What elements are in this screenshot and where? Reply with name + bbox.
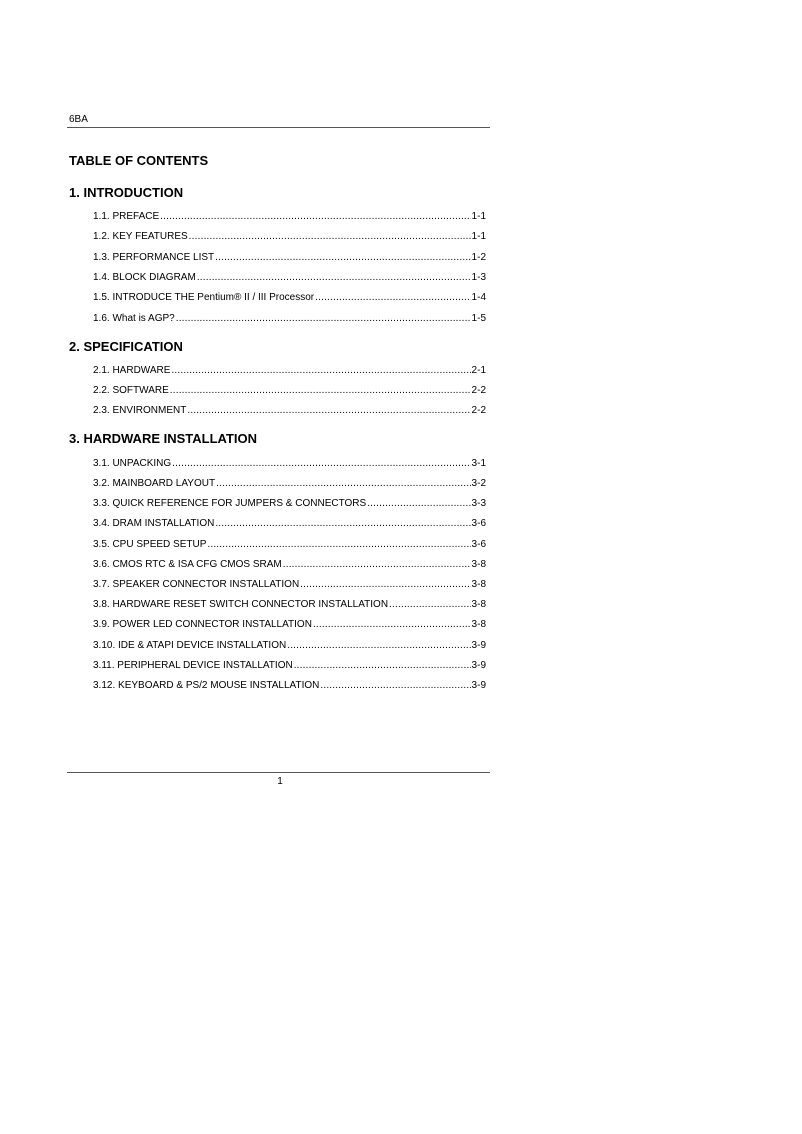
dot-leader	[160, 211, 470, 223]
footer-divider	[67, 772, 490, 773]
dot-leader	[294, 660, 471, 672]
section-heading-hardware-installation: 3. HARDWARE INSTALLATION	[69, 431, 258, 446]
toc-entry[interactable]	[93, 211, 486, 223]
toc-entry[interactable]	[93, 660, 486, 672]
toc-entry-title: 3.3. QUICK REFERENCE FOR JUMPERS & CONNECTORS	[93, 498, 367, 509]
dot-leader	[283, 559, 471, 571]
dot-leader	[176, 313, 471, 325]
toc-entry-title: 1.5. INTRODUCE THE Pentium® II / III Processor	[93, 292, 315, 303]
page-number: 1	[277, 776, 283, 787]
toc-entry-title: 1.2. KEY FEATURES	[93, 231, 188, 242]
dot-leader	[197, 272, 471, 284]
toc-entry-page: 3-6	[471, 518, 486, 529]
toc-entry-page: 3-9	[471, 680, 486, 691]
toc-entry-title: 3.6. CMOS RTC & ISA CFG CMOS SRAM	[93, 559, 282, 570]
toc-entry-title: 3.12. KEYBOARD & PS/2 MOUSE INSTALLATION	[93, 680, 320, 691]
dot-leader	[207, 539, 470, 551]
toc-entry-page: 1-2	[471, 252, 486, 263]
toc-entry[interactable]	[93, 365, 486, 377]
toc-entry-page: 1-3	[471, 272, 486, 283]
toc-entry[interactable]	[93, 539, 486, 551]
toc-entry[interactable]	[93, 272, 486, 284]
toc-entry[interactable]	[93, 680, 486, 692]
toc-entry-page: 1-5	[471, 313, 486, 324]
toc-title: TABLE OF CONTENTS	[69, 153, 209, 168]
header-model-label: 6BA	[69, 114, 88, 125]
dot-leader	[187, 405, 470, 417]
toc-entry[interactable]	[93, 478, 486, 490]
toc-entry-title: 1.6. What is AGP?	[93, 313, 175, 324]
dot-leader	[171, 365, 470, 377]
toc-entry-page: 3-8	[471, 579, 486, 590]
toc-entry-page: 3-9	[471, 640, 486, 651]
toc-entry[interactable]	[93, 518, 486, 530]
toc-entry-title: 2.3. ENVIRONMENT	[93, 405, 187, 416]
toc-entry-title: 3.5. CPU SPEED SETUP	[93, 539, 207, 550]
toc-entry-page: 2-2	[471, 405, 486, 416]
dot-leader	[189, 231, 471, 243]
dot-leader	[215, 518, 470, 530]
toc-entry-title: 2.2. SOFTWARE	[93, 385, 169, 396]
toc-entry[interactable]	[93, 599, 486, 611]
dot-leader	[216, 478, 470, 490]
toc-entry[interactable]	[93, 619, 486, 631]
toc-entry-page: 1-1	[471, 231, 486, 242]
toc-entry[interactable]	[93, 579, 486, 591]
toc-entry-title: 2.1. HARDWARE	[93, 365, 171, 376]
toc-entry-title: 3.2. MAINBOARD LAYOUT	[93, 478, 216, 489]
toc-entry-title: 3.9. POWER LED CONNECTOR INSTALLATION	[93, 619, 312, 630]
toc-entry-page: 3-6	[471, 539, 486, 550]
toc-entry[interactable]	[93, 252, 486, 264]
dot-leader	[313, 619, 471, 631]
dot-leader	[315, 292, 470, 304]
toc-entry-title: 3.1. UNPACKING	[93, 458, 172, 469]
toc-entry-page: 3-2	[471, 478, 486, 489]
toc-entry[interactable]	[93, 458, 486, 470]
toc-entry-page: 3-8	[471, 619, 486, 630]
toc-entry-page: 1-4	[471, 292, 486, 303]
dot-leader	[389, 599, 471, 611]
toc-entry[interactable]	[93, 292, 486, 304]
dot-leader	[320, 680, 470, 692]
dot-leader	[170, 385, 471, 397]
toc-entry[interactable]	[93, 640, 486, 652]
toc-entry-title: 3.4. DRAM INSTALLATION	[93, 518, 215, 529]
toc-entry-title: 3.8. HARDWARE RESET SWITCH CONNECTOR INSTALLATION	[93, 599, 389, 610]
toc-entry-page: 3-1	[471, 458, 486, 469]
dot-leader	[300, 579, 470, 591]
toc-entry-title: 1.4. BLOCK DIAGRAM	[93, 272, 196, 283]
toc-entry-page: 3-9	[471, 660, 486, 671]
toc-entry-page: 2-2	[471, 385, 486, 396]
toc-entry-title: 3.7. SPEAKER CONNECTOR INSTALLATION	[93, 579, 300, 590]
dot-leader	[215, 252, 470, 264]
toc-entry[interactable]	[93, 231, 486, 243]
dot-leader	[172, 458, 470, 470]
toc-entry-page: 2-1	[471, 365, 486, 376]
toc-entry-title: 1.1. PREFACE	[93, 211, 160, 222]
toc-entry-title: 1.3. PERFORMANCE LIST	[93, 252, 215, 263]
toc-entry-page: 1-1	[471, 211, 486, 222]
section-heading-specification: 2. SPECIFICATION	[69, 339, 183, 354]
page-header	[67, 114, 490, 128]
toc-entry-page: 3-3	[471, 498, 486, 509]
toc-entry-page: 3-8	[471, 559, 486, 570]
toc-entry[interactable]	[93, 313, 486, 325]
toc-entry[interactable]	[93, 405, 486, 417]
toc-entry[interactable]	[93, 385, 486, 397]
toc-entry[interactable]	[93, 498, 486, 510]
dot-leader	[367, 498, 470, 510]
toc-entry-page: 3-8	[471, 599, 486, 610]
toc-entry-title: 3.10. IDE & ATAPI DEVICE INSTALLATION	[93, 640, 287, 651]
dot-leader	[287, 640, 470, 652]
section-heading-introduction: 1. INTRODUCTION	[69, 185, 184, 200]
toc-entry[interactable]	[93, 559, 486, 571]
toc-entry-title: 3.11. PERIPHERAL DEVICE INSTALLATION	[93, 660, 293, 671]
